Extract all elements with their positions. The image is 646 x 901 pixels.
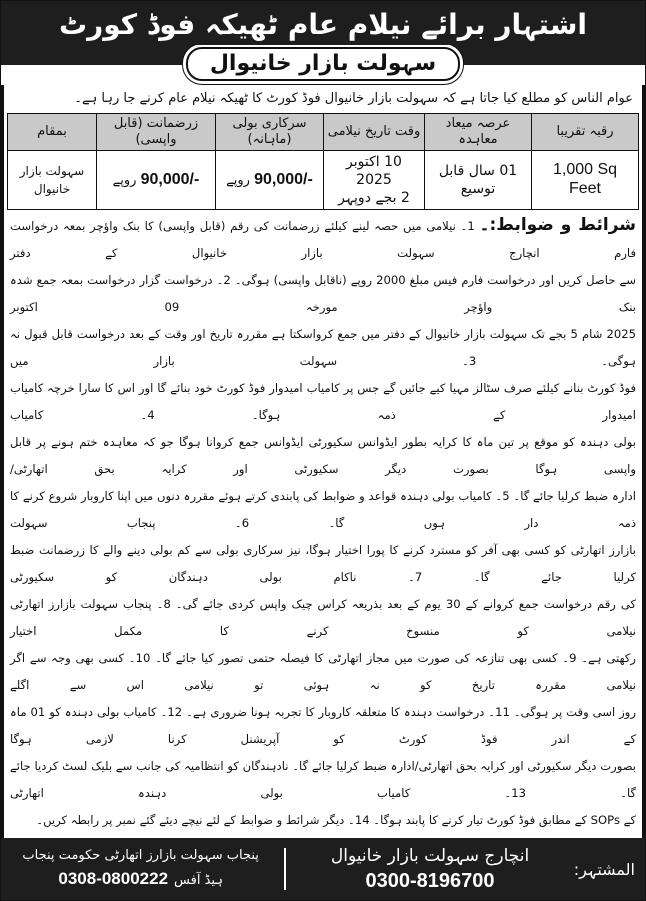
terms-line: رکھتی ہے۔ 9۔ کسی بھی تنازعہ کی صورت میں مجاز اتھارٹی کا فیصلہ حتمی تصور کیا جائے گا۔ 10۔ کسی بھی وجہ سے اگر نیلامی مقررہ تاریخ کو نہ ہوئی تو نیلامی اس سے اگلے [10,651,637,692]
contact-head-office [11,846,270,892]
terms-line: شرائط و ضوابط:۔ 1۔ نیلامی میں حصہ لینے کیلئے زرضمانت کی رقم (قابل واپسی) کا بنک واؤچر بمعہ درخواست فارم انچارج سہولت بازار خانیوال کے دفتر [10,215,636,260]
terms-line: فوڈ کورٹ بنانے کیلئے صرف سٹالز مہیا کیے جائیں گے جس پر کامیاب امیدوار فوڈ کورٹ خود بنائے گا اور اس کا سارا خرچہ کامیاب امیدوار کے ذمہ ہوگا۔ 4۔ کامیاب [10,381,636,422]
terms-line: 2025 شام 5 بجے تک سہولت بازار خانیوال کے دفتر میں جمع کرواسکتا ہے مقررہ تاریخ اور وقت کے بعد درخواست قابل قبول نہ ہوگی۔ 3۔ سہولت بازار میں [10,327,636,368]
terms-heading: شرائط و ضوابط:۔ [479,215,636,235]
contact-incharge-phone: 0300-8196700 [365,870,495,892]
ad-subtitle: سہولت بازار خانیوال [186,47,460,81]
col-duration: عرصہ میعاد معاہدہ [425,114,532,151]
cell-area: 1,000 Sq Feet [532,151,639,210]
terms-line: روز اسی وقت پر ہوگی۔ 11۔ درخواست دہندہ کا متعلقہ کاروبار کا تجربہ ہونا ضروری ہے۔ 12۔ کامیاب بولی دہندہ کو 01 ماہ کے اندر فوڈ کورٹ کو آپریشنل کرنا لازمی ہوگا [10,705,636,746]
ad-footer [1,838,645,900]
ad-title: اشتہار برائے نیلام عام ٹھیکہ فوڈ کورٹ [59,8,587,41]
terms-line: بازارز اتھارٹی کو کسی بھی آفر کو مسترد کرنے کا پورا اختیار ہوگا، نیز سرکاری بولی سے کم بولی دینے والے کا زرضمانت ضبط کرلیا جائے گا۔ 7۔ ناکام بولی دہندگان کو سکیورٹی [10,543,636,584]
auction-table [7,113,639,210]
col-area: رقبہ تقریبا [532,114,639,151]
cell-duration: 01 سال قابل توسیع [425,151,532,210]
date-line-1: 10 اکتوبر 2025 [346,154,402,188]
contact-head-office-phone: 0308-0800222 [58,869,169,888]
terms-line: بصورت دیگر سکیورٹی اور کرایہ بحق اتھارٹی/ادارہ ضبط کرلیا جائے گا۔ نادہندگان کو انتظامیہ کی جانب سے بلیک لسٹ کردیا جائے گا۔ 13۔ کامیاب بولی دہندہ اتھارٹی [10,759,636,800]
intro-text: عوام الناس کو مطلع کیا جاتا ہے کہ سہولت بازار خانیوال فوڈ کورٹ کا ٹھیکہ نیلام عام کرنے جا رہا ہے۔ [74,91,633,106]
cell-date [324,151,425,210]
terms-line: کے SOPs کے مطابق فوڈ کورٹ تیار کرنے کا پابند ہوگا۔ 14۔ دیگر شرائط و ضوابط کے لئے نیچے دیئے گئے نمبر پر رابطہ کریں۔ [36,813,636,827]
terms-line: بولی دہندہ کو موقع پر تین ماہ کا کرایہ بطور ایڈوانس سکیورٹی ایڈوانس جمع کروانا ہوگا جو کہ معاہدہ ختم ہونے پر قابل واپسی ہوگا بصورت دیگر سکیورٹی اور کرایہ بحق اتھارٹی/ [10,435,636,476]
cell-bid: 90,000/- روپے [216,151,324,210]
col-date: وقت تاریخ نیلامی [324,114,425,151]
cell-venue: سہولت بازار خانیوال [8,151,97,210]
advertiser-label: المشتہر: [573,859,635,879]
contact-head-office-title: پنجاب سہولت بازارز اتھارٹی حکومت پنجاب [22,848,259,863]
cell-security: 90,000/- روپے [97,151,216,210]
footer-divider [284,848,286,890]
ad-header [1,1,645,45]
col-bid: سرکاری بولی (ماہانہ) [216,114,324,151]
terms-line: ادارہ ضبط کرلیا جائے گا۔ 5۔ کامیاب بولی دہندہ قواعد و ضوابط کی پابندی کرتے ہوئے مقررہ دنوں میں اپنا کاروبار شروع کرنے کا ذمہ دار ہوں گا۔ 6۔ پنجاب سہولت [10,489,636,530]
terms-line: کی رقم درخواست جمع کروانے کے 30 یوم کے بعد بذریعہ کراس چیک واپس کردی جائے گی۔ 8۔ پنجاب سہولت بازارز اتھارٹی نیلامی کو منسوخ کرنے کا مکمل اختیار [10,597,637,638]
col-security: زرضمانت (قابل واپسی) [97,114,216,151]
terms-line: سے حاصل کریں اور درخواست فارم فیس مبلغ 2000 روپے (ناقابل واپسی) ہوگی۔ 2۔ درخواست گزار درخواست بمعہ جمع شدہ بنک واؤچر مورخہ 09 اکتوبر [10,273,636,314]
subtitle-band [1,45,645,85]
terms-section [7,210,639,834]
contact-incharge [300,844,559,894]
col-venue: بمقام [8,114,97,151]
date-line-2: 2 بجے دوپہر [338,190,410,206]
table-row [8,151,639,210]
contact-incharge-title: انچارج سہولت بازار خانیوال [330,846,530,866]
head-office-label: ہیڈ آفس [174,873,223,888]
table-header-row [8,114,639,151]
ad-body [1,85,645,838]
